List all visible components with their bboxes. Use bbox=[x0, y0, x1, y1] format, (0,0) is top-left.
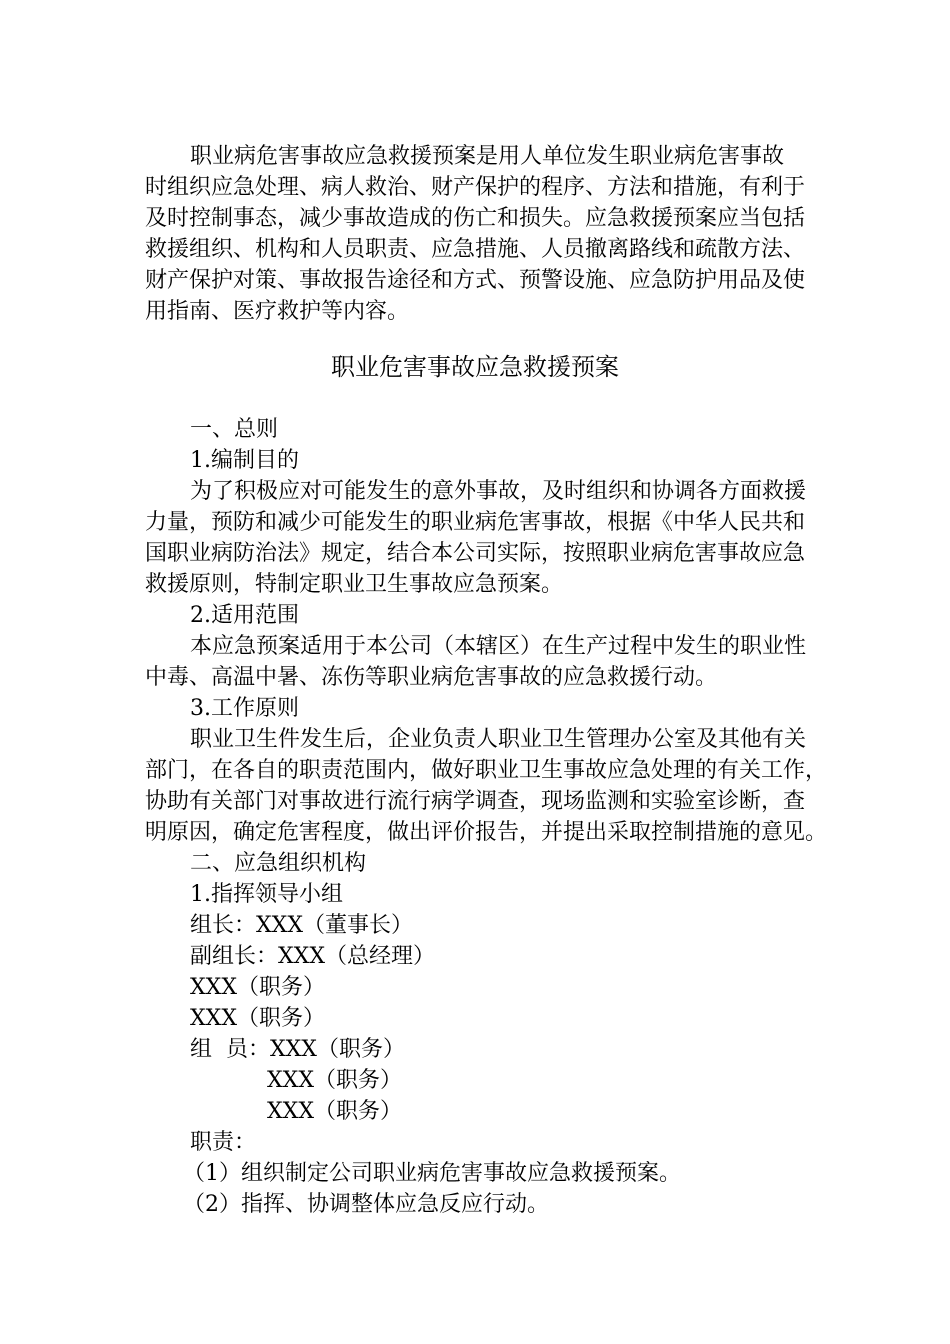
intro-line: 时组织应急处理、病人救治、财产保护的程序、方法和措施，有利于 bbox=[145, 175, 806, 200]
body-line: 部门，在各自的职责范围内，做好职业卫生事故应急处理的有关工作， bbox=[145, 758, 828, 783]
body-line: 国职业病防治法》规定，结合本公司实际，按照职业病危害事故应急 bbox=[145, 541, 806, 566]
member-line: XXX（职务） bbox=[190, 975, 325, 1000]
subsection-heading: 3.工作原则 bbox=[190, 696, 299, 721]
duty-item: （1）组织制定公司职业病危害事故应急救援预案。 bbox=[183, 1161, 681, 1186]
document-title: 职业危害事故应急救援预案 bbox=[331, 353, 619, 381]
body-line: 为了积极应对可能发生的意外事故，及时组织和协调各方面救援 bbox=[190, 479, 807, 504]
body-line: 救援原则，特制定职业卫生事故应急预案。 bbox=[145, 572, 564, 597]
section-heading: 一、总则 bbox=[190, 417, 279, 442]
body-line: 中毒、高温中暑、冻伤等职业病危害事故的应急救援行动。 bbox=[145, 665, 718, 690]
body-line: 协助有关部门对事故进行流行病学调查，现场监测和实验室诊断，查 bbox=[145, 789, 806, 814]
member-line: 副组长：XXX（总经理） bbox=[190, 944, 435, 969]
subsection-heading: 1.指挥领导小组 bbox=[190, 882, 343, 907]
member-line: 组 员：XXX（职务） bbox=[190, 1037, 405, 1062]
intro-line: 及时控制事态，减少事故造成的伤亡和损失。应急救援预案应当包括 bbox=[145, 206, 806, 231]
subsection-heading: 2.适用范围 bbox=[190, 603, 299, 628]
section-heading: 二、应急组织机构 bbox=[190, 851, 367, 876]
member-line: 组长：XXX（董事长） bbox=[190, 913, 413, 938]
intro-line: 救援组织、机构和人员职责、应急措施、人员撤离路线和疏散方法、 bbox=[145, 237, 806, 262]
intro-line: 财产保护对策、事故报告途径和方式、预警设施、应急防护用品及使 bbox=[145, 268, 806, 293]
intro-line: 用指南、医疗救护等内容。 bbox=[145, 299, 410, 324]
duty-item: （2）指挥、协调整体应急反应行动。 bbox=[183, 1192, 549, 1217]
body-line: 职业卫生件发生后，企业负责人职业卫生管理办公室及其他有关 bbox=[190, 727, 807, 752]
body-line: 明原因，确定危害程度，做出评价报告，并提出采取控制措施的意见。 bbox=[145, 820, 828, 845]
member-line: XXX（职务） bbox=[267, 1068, 402, 1093]
duties-heading: 职责： bbox=[190, 1130, 257, 1155]
member-line: XXX（职务） bbox=[190, 1006, 325, 1031]
body-line: 力量，预防和减少可能发生的职业病危害事故，根据《中华人民共和 bbox=[145, 510, 806, 535]
subsection-heading: 1.编制目的 bbox=[190, 448, 299, 473]
intro-line: 职业病危害事故应急救援预案是用人单位发生职业病危害事故 bbox=[190, 144, 785, 169]
body-line: 本应急预案适用于本公司（本辖区）在生产过程中发生的职业性 bbox=[190, 634, 807, 659]
member-line: XXX（职务） bbox=[267, 1099, 402, 1124]
